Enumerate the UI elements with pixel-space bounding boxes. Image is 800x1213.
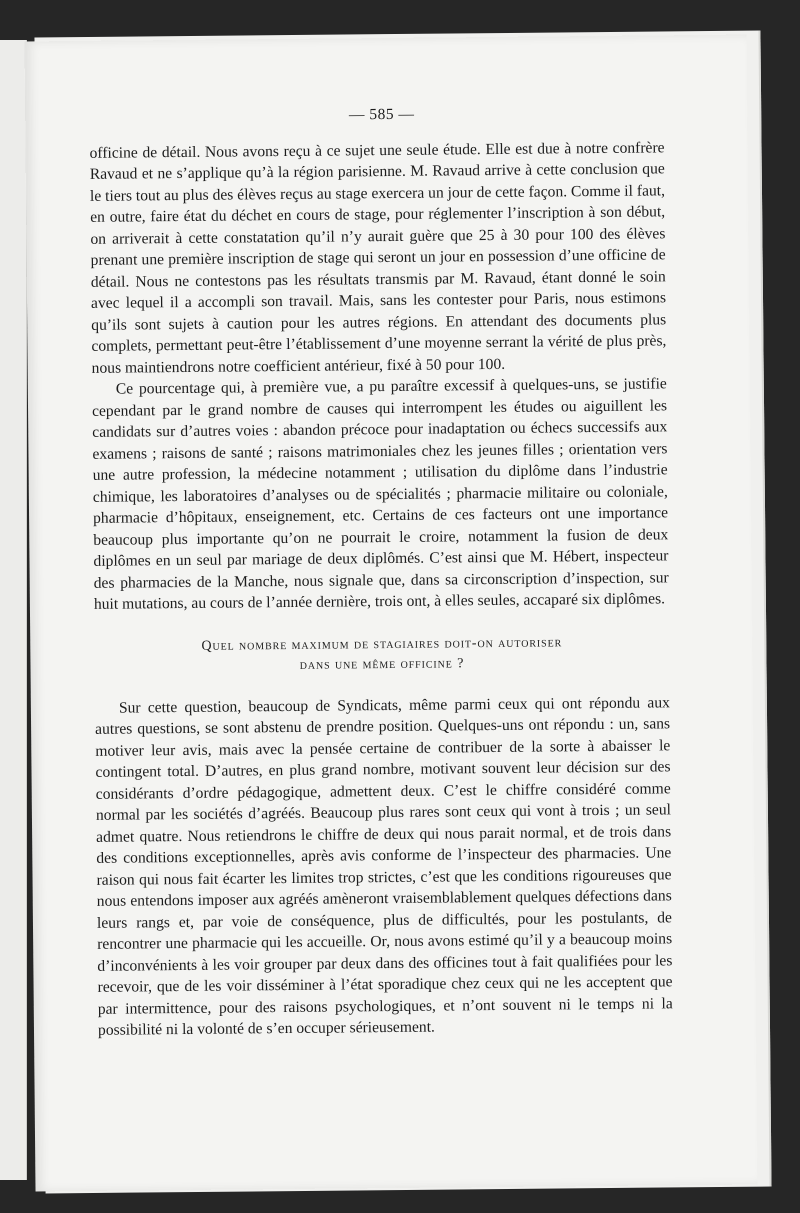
book-page	[24, 35, 757, 1192]
section-heading	[94, 632, 669, 678]
section-heading-line-1: Quel nombre maximum de stagiaires doit-on autoriser	[201, 634, 563, 654]
page-content	[89, 101, 673, 1041]
paragraph-officine: officine de détail. Nous avons reçu à ce sujet une seule étude. Elle est due à notre confrère Ravaud et ne s’applique qu’à la région parisienne. M. Ravaud arrive à cette conclusion que le tiers tout au plus des élèves reçus au stage exercera un jour de cette façon. Comme il faut, en outre, faire état du déchet en cours de stage, pour réglementer l’inscription à son début, on arriverait à cette constatation qu’il n’y aurait guère que 25 à 30 pour 100 des élèves prenant une première inscription de stage qui seront un jour en possession d’une officine de détail. Nous ne contestons pas les résultats transmis par M. Ravaud, étant donné le soin avec lequel il a accompli son travail. Mais, sans les contester pour Paris, nous estimons qu’ils sont sujets à caution pour les autres régions. En attendant des documents plus complets, permettant peut-être l’établissement d’une moyenne serrant la vérité de plus près, nous maintiendrons notre coefficient antérieur, fixé à 50 pour 100.	[89, 138, 667, 377]
left-page-edge	[0, 40, 27, 1180]
section-heading-line-2: dans une même officine ?	[299, 655, 465, 673]
paragraph-pourcentage: Ce pourcentage qui, à première vue, a pu paraître excessif à quelques-uns, se justifie cependant par le grand nombre de causes qui interrompent les études ou aiguillent les candidats sur d’autres voies : abandon précoce pour inadaptation ou échecs successifs aux examens ; raisons de santé ; raisons matrimoniales chez les jeunes filles ; orientation vers une autre profession, la médecine notamment ; utilisation du diplôme dans l’industrie chimique, les laboratoires d’analyses ou de spécialités ; pharmacie militaire ou coloniale, pharmacie d’hôpitaux, enseignement, etc. Certains de ces facteurs ont une importance beaucoup plus importante qu’on ne pourrait le croire, notamment la fusion de deux diplômes en un seul par mariage de deux diplômés. C’est ainsi que M. Hébert, inspecteur des pharmacies de la Manche, nous signale que, dans sa circonscription d’inspection, sur huit mutations, au cours de l’année dernière, trois ont, à elles seules, accaparé six diplômes.	[91, 375, 669, 613]
paragraph-question: Sur cette question, beaucoup de Syndicats, même parmi ceux qui ont répondu aux autres questions, se sont abstenu de prendre position. Quelques-uns ont répondu : un, sans motiver leur avis, mais avec la pensée certaine de contribuer de la sorte à abaisser le contingent total. D’autres, en plus grand nombre, motivant souvent leur décision sur des considérants d’ordre pédagogique, admettent deux. C’est le chiffre considéré comme normal par les sociétés d’agréés. Beaucoup plus rares sont ceux qui vont à trois ; un seul admet quatre. Nous retiendrons le chiffre de deux qui nous parait normal, et de trois dans des conditions exceptionnelles, après avis conforme de l’inspecteur des pharmacies. Une raison qui nous fait écarter les limites trop strictes, c’est que les conditions rigoureuses que nous entendons imposer aux agréés amèneront vraisemblablement quelques défections dans leurs rangs et, par voie de conséquence, plus de difficultés, pour les postulants, de rencontrer une pharmacie qui les accueille. Or, nous avons estimé qu’il y a beaucoup moins d’inconvénients à les voir grouper par deux dans des officines tout à fait qualifiées pour les recevoir, que de les voir disséminer à l’état sporadique chez ceux qui ne les acceptent que par intermittence, pour des raisons psychologiques, et n’ont souvent ni le temps ni la possibilité ni la volonté de s’en occuper sérieusement.	[95, 693, 673, 1039]
page-number: — 585 —	[348, 105, 415, 124]
